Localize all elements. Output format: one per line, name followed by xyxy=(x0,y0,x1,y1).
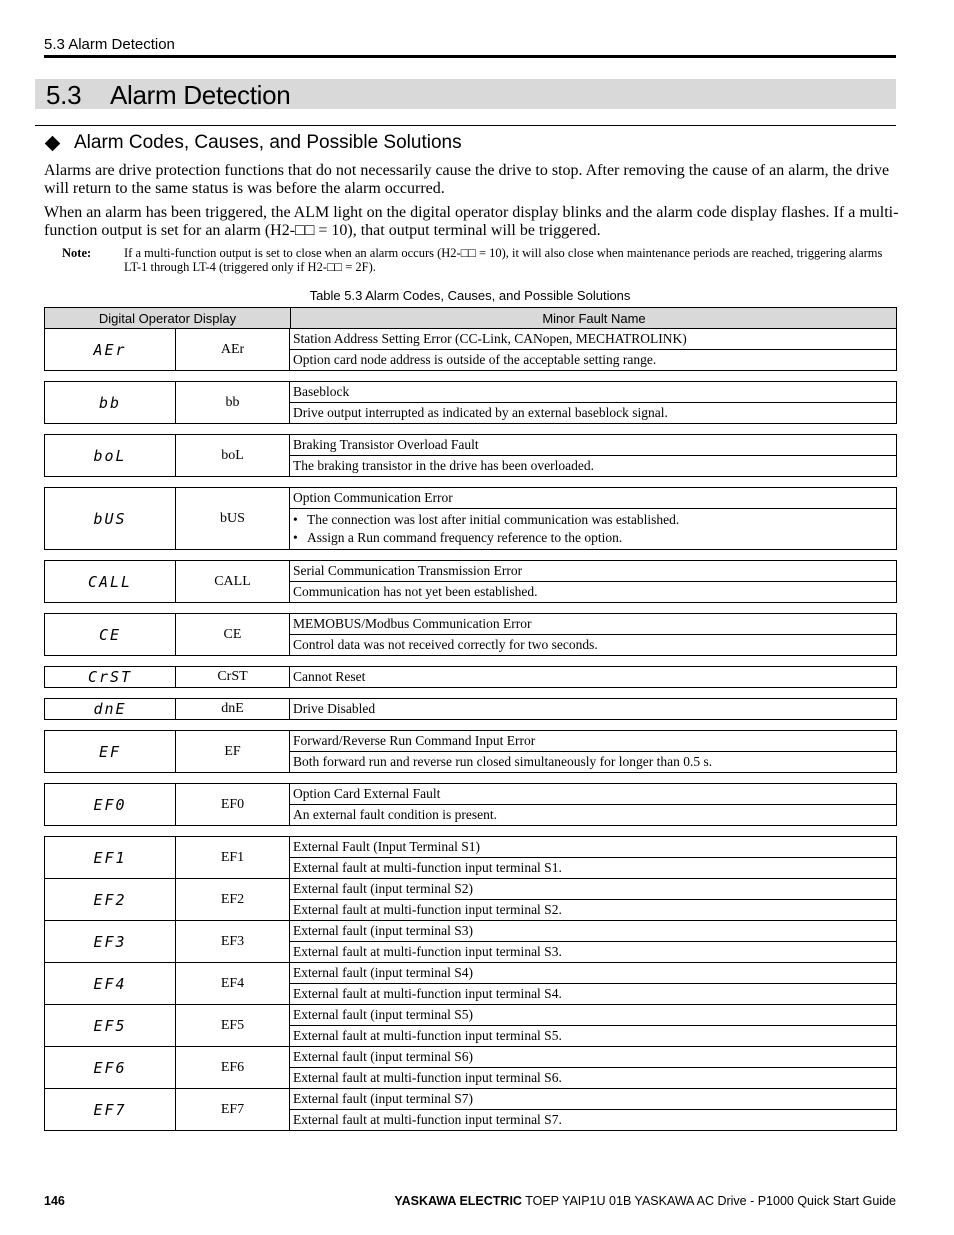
digital-display-glyph: EF6 xyxy=(45,1047,176,1088)
digital-display-glyph: EF7 xyxy=(45,1089,176,1130)
table-row xyxy=(45,837,896,878)
digital-display-glyph: CE xyxy=(45,614,176,655)
fault-text-cell xyxy=(290,561,896,602)
alarm-code: EF6 xyxy=(176,1047,290,1088)
fault-name: External fault (input terminal S5) xyxy=(290,1005,896,1026)
fault-description: Both forward run and reverse run closed simultaneously for longer than 0.5 s. xyxy=(293,754,713,769)
fault-text-cell xyxy=(290,1005,896,1046)
fault-text-cell xyxy=(290,731,896,772)
alarm-code: EF2 xyxy=(176,879,290,920)
header-display: Digital Operator Display xyxy=(45,308,291,328)
alarm-code: dnE xyxy=(176,699,290,719)
alarm-code: CrST xyxy=(176,667,290,687)
fault-name: Serial Communication Transmission Error xyxy=(290,561,896,582)
subheading xyxy=(44,132,462,154)
alarm-code: bb xyxy=(176,382,290,423)
fault-description: External fault at multi-function input terminal S5. xyxy=(293,1028,562,1043)
digital-display-glyph: EF0 xyxy=(45,784,176,825)
table-row xyxy=(45,920,896,962)
section-title xyxy=(46,80,290,111)
footer-brand: YASKAWA ELECTRIC xyxy=(394,1194,522,1208)
table-header xyxy=(44,307,897,329)
alarm-code: EF0 xyxy=(176,784,290,825)
digital-display-glyph: dnE xyxy=(45,699,176,719)
alarm-code: bUS xyxy=(176,488,290,549)
table-group xyxy=(44,434,897,477)
fault-name: Braking Transistor Overload Fault xyxy=(290,435,896,456)
digital-display-glyph: CrST xyxy=(45,667,176,687)
fault-description: External fault at multi-function input terminal S2. xyxy=(293,902,562,917)
section-title-text: Alarm Detection xyxy=(110,80,291,110)
table-group xyxy=(44,698,897,720)
alarm-code: EF3 xyxy=(176,921,290,962)
alarm-code: EF7 xyxy=(176,1089,290,1130)
table-group xyxy=(44,487,897,550)
fault-description: Control data was not received correctly for two seconds. xyxy=(293,637,598,652)
table-row xyxy=(45,784,896,825)
fault-bullet-list xyxy=(290,509,896,549)
fault-name: MEMOBUS/Modbus Communication Error xyxy=(290,614,896,635)
fault-description: An external fault condition is present. xyxy=(293,807,497,822)
fault-text-cell xyxy=(290,435,896,476)
table-group xyxy=(44,560,897,603)
diamond-bullet-icon xyxy=(45,135,61,151)
fault-text-cell xyxy=(290,1047,896,1088)
fault-text-cell xyxy=(290,488,896,549)
alarm-code: boL xyxy=(176,435,290,476)
digital-display-glyph: bUS xyxy=(45,488,176,549)
fault-description: External fault at multi-function input terminal S4. xyxy=(293,986,562,1001)
fault-name: Station Address Setting Error (CC-Link, CANopen, MECHATROLINK) xyxy=(290,329,896,350)
table-group xyxy=(44,783,897,826)
table-group xyxy=(44,329,897,371)
digital-display-glyph: AEr xyxy=(45,329,176,370)
digital-display-glyph: CALL xyxy=(45,561,176,602)
alarm-table xyxy=(44,307,897,1131)
digital-display-glyph: EF2 xyxy=(45,879,176,920)
fault-bullet-item: • The connection was lost after initial communication was established. xyxy=(293,511,896,529)
section-number: 5.3 xyxy=(46,80,82,110)
table-row xyxy=(45,329,896,370)
fault-text-cell xyxy=(290,1089,896,1130)
fault-name: Baseblock xyxy=(290,382,896,403)
fault-name: Option Card External Fault xyxy=(290,784,896,805)
header-fault-name: Minor Fault Name xyxy=(542,310,646,326)
digital-display-glyph: EF xyxy=(45,731,176,772)
note xyxy=(62,246,896,274)
table-row xyxy=(45,731,896,772)
digital-display-glyph: boL xyxy=(45,435,176,476)
digital-display-glyph: bb xyxy=(45,382,176,423)
table-row xyxy=(45,699,896,719)
ef-table-group xyxy=(44,836,897,1131)
fault-name: External fault (input terminal S6) xyxy=(290,1047,896,1068)
fault-name: Cannot Reset xyxy=(293,669,366,684)
table-row xyxy=(45,962,896,1004)
alarm-code: EF5 xyxy=(176,1005,290,1046)
table-row xyxy=(45,667,896,687)
fault-description: Option card node address is outside of the acceptable setting range. xyxy=(293,352,657,367)
alarm-code: CALL xyxy=(176,561,290,602)
alarm-code: AEr xyxy=(176,329,290,370)
fault-text-cell xyxy=(290,382,896,423)
alarm-code: EF1 xyxy=(176,837,290,878)
footer-doc-info xyxy=(394,1194,896,1208)
alarm-code: CE xyxy=(176,614,290,655)
fault-text-cell xyxy=(290,837,896,878)
footer-doc: TOEP YAIP1U 01B YASKAWA AC Drive - P1000 Quick Start Guide xyxy=(521,1194,896,1208)
table-row xyxy=(45,382,896,423)
table-group xyxy=(44,730,897,773)
fault-name: External fault (input terminal S2) xyxy=(290,879,896,900)
fault-text-cell xyxy=(290,921,896,962)
digital-display-glyph: EF1 xyxy=(45,837,176,878)
fault-text-cell xyxy=(290,329,896,370)
table-group xyxy=(44,666,897,688)
table-group xyxy=(44,381,897,424)
section-rule xyxy=(35,125,896,126)
note-text: If a multi-function output is set to close when an alarm occurs (H2-□□ = 10), it will also close when maintenance periods are reached, triggering alarms LT-1 through LT-4 (triggered only if H2-□□ = 2F). xyxy=(124,246,883,274)
running-head: 5.3 Alarm Detection xyxy=(44,36,175,53)
fault-name: Drive Disabled xyxy=(293,701,376,716)
alarm-code: EF4 xyxy=(176,963,290,1004)
fault-description: Drive output interrupted as indicated by an external baseblock signal. xyxy=(293,405,668,420)
fault-name: External fault (input terminal S7) xyxy=(290,1089,896,1110)
fault-text-cell xyxy=(290,667,896,687)
table-row xyxy=(45,561,896,602)
fault-description: External fault at multi-function input terminal S7. xyxy=(293,1112,562,1127)
fault-description: External fault at multi-function input terminal S1. xyxy=(293,860,562,875)
table-row xyxy=(45,488,896,549)
table-group xyxy=(44,613,897,656)
fault-name: External fault (input terminal S3) xyxy=(290,921,896,942)
fault-name: External Fault (Input Terminal S1) xyxy=(290,837,896,858)
alarm-paragraph: When an alarm has been triggered, the ALM light on the digital operator display blinks and the alarm code display flashes. If a multi-function output is set for an alarm (H2-□□ = 10), that output terminal will be triggered. xyxy=(44,204,899,239)
table-row xyxy=(45,1046,896,1088)
fault-name: External fault (input terminal S4) xyxy=(290,963,896,984)
digital-display-glyph: EF3 xyxy=(45,921,176,962)
intro-paragraph: Alarms are drive protection functions that do not necessarily cause the drive to stop. After removing the cause of an alarm, the drive will return to the same status is was before the alarm occurred. xyxy=(44,162,890,197)
fault-description: The braking transistor in the drive has been overloaded. xyxy=(293,458,595,473)
table-body xyxy=(44,329,897,1131)
table-row xyxy=(45,1004,896,1046)
alarm-code: EF xyxy=(176,731,290,772)
fault-text-cell xyxy=(290,614,896,655)
table-row xyxy=(45,878,896,920)
digital-display-glyph: EF5 xyxy=(45,1005,176,1046)
fault-text-cell xyxy=(290,699,896,719)
fault-description: External fault at multi-function input terminal S6. xyxy=(293,1070,562,1085)
fault-description: Communication has not yet been established. xyxy=(293,584,538,599)
fault-name: Forward/Reverse Run Command Input Error xyxy=(290,731,896,752)
note-label: Note: xyxy=(62,246,92,260)
fault-text-cell xyxy=(290,879,896,920)
table-row xyxy=(45,435,896,476)
table-caption: Table 5.3 Alarm Codes, Causes, and Possible Solutions xyxy=(309,288,631,303)
fault-name: Option Communication Error xyxy=(290,488,896,509)
table-row xyxy=(45,614,896,655)
digital-display-glyph: EF4 xyxy=(45,963,176,1004)
fault-text-cell xyxy=(290,784,896,825)
fault-text-cell xyxy=(290,963,896,1004)
header-rule xyxy=(44,55,896,58)
table-row xyxy=(45,1088,896,1130)
fault-description: External fault at multi-function input terminal S3. xyxy=(293,944,562,959)
fault-bullet-item: • Assign a Run command frequency reference to the option. xyxy=(293,529,896,547)
page-number: 146 xyxy=(44,1194,65,1208)
subheading-text: Alarm Codes, Causes, and Possible Solutions xyxy=(74,132,462,153)
